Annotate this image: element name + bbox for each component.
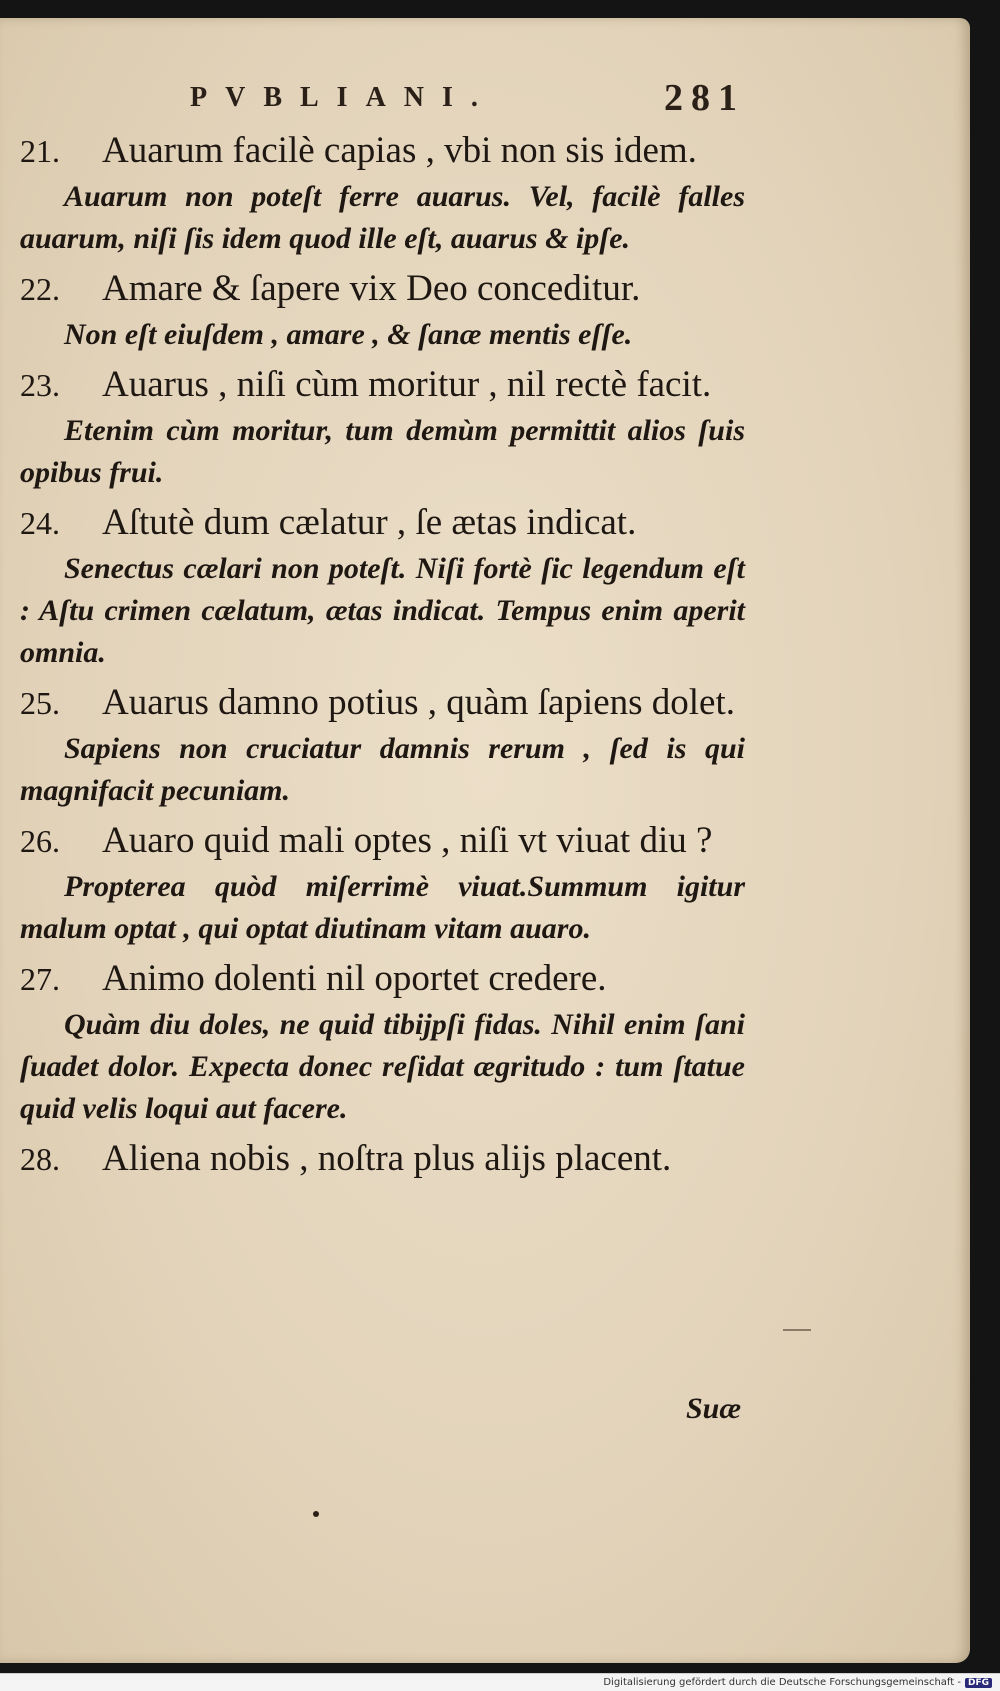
maxim-text: Animo dolenti nil oportet credere. <box>102 958 607 999</box>
maxim-text: Auaro quid mali optes , niſi vt viuat diu ? <box>102 820 713 861</box>
commentary: Non eſt eiuſdem , amare , & ſanæ mentis eſſe. <box>64 318 633 351</box>
entry-26 <box>20 818 745 950</box>
page-header <box>190 76 745 120</box>
catchword: Suæ <box>686 1392 742 1425</box>
maxim-text: Auarum facilè capias , vbi non sis idem. <box>102 130 697 171</box>
entry-number: 21. <box>20 133 60 169</box>
dfg-logo-icon: DFG <box>965 1678 992 1688</box>
commentary: Sapiens non cruciatur damnis rerum , ſed is qui magnifacit pecuniam. <box>20 732 745 807</box>
maxim-text: Auarus , niſi cùm moritur , nil rectè facit. <box>102 364 712 405</box>
maxim-text: Amare & ſapere vix Deo conceditur. <box>102 268 641 309</box>
commentary: Senectus cælari non poteſt. Niſi fortè ſic legendum eſt : Aſtu crimen cælatum, ætas indicat. Tempus enim aperit omnia. <box>20 552 745 669</box>
entry-number: 22. <box>20 271 60 307</box>
maxim-text: Auarus damno potius , quàm ſapiens dolet. <box>102 682 736 723</box>
entry-number: 23. <box>20 367 60 403</box>
entry-27 <box>20 956 745 1130</box>
ink-spot <box>313 1511 319 1517</box>
maxim-text: Aſtutè dum cælatur , ſe ætas indicat. <box>102 502 637 543</box>
commentary: Etenim cùm moritur, tum demùm permittit alios ſuis opibus frui. <box>20 414 745 489</box>
text-block <box>20 128 745 1182</box>
page-number: 281 <box>664 77 745 119</box>
commentary: Propterea quòd miſerrimè viuat.Summum igitur malum optat , qui optat diutinam vitam auaro. <box>20 870 745 945</box>
commentary: Auarum non poteſt ferre auarus. Vel, facilè falles auarum, niſi ſis idem quod ille eſt, auarus & ipſe. <box>20 180 745 255</box>
entry-25 <box>20 680 745 812</box>
entry-24 <box>20 500 745 674</box>
running-title: PVBLIANI. <box>190 82 496 113</box>
entry-number: 28. <box>20 1141 60 1177</box>
entry-number: 27. <box>20 961 60 997</box>
book-page <box>0 18 970 1663</box>
maxim-text: Aliena nobis , noſtra plus alijs placent. <box>102 1138 672 1179</box>
entry-number: 26. <box>20 823 60 859</box>
commentary: Quàm diu doles, ne quid tibijpſi fidas. Nihil enim ſani ſuadet dolor. Expecta donec reſidat ægritudo : tum ſtatue quid velis loqui aut facere. <box>20 1008 745 1125</box>
entry-22 <box>20 266 745 356</box>
entry-number: 24. <box>20 505 60 541</box>
entry-number: 25. <box>20 685 60 721</box>
footer-credit: Digitalisierung gefördert durch die Deutsche Forschungsgemeinschaft - <box>603 1677 961 1688</box>
entry-28 <box>20 1136 745 1182</box>
entry-23 <box>20 362 745 494</box>
entry-21 <box>20 128 745 260</box>
digitization-footer <box>0 1673 1000 1691</box>
margin-mark <box>783 1329 811 1331</box>
